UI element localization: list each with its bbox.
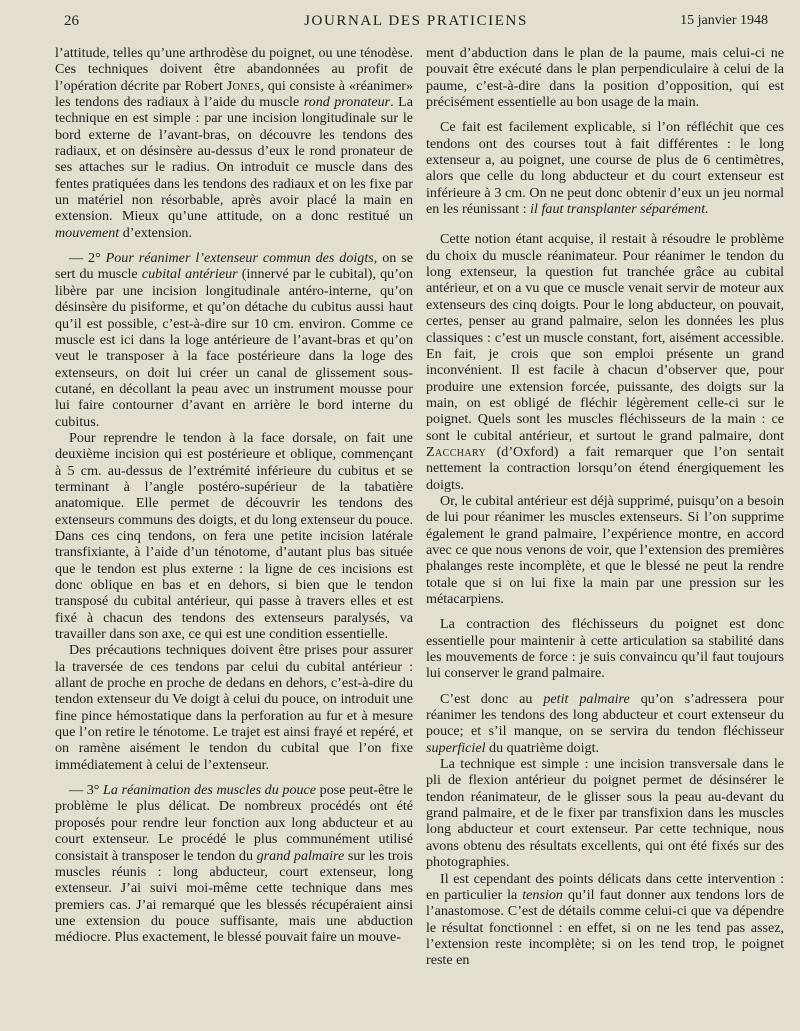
emphasized-word: tension (522, 886, 563, 903)
right-column (426, 45, 784, 969)
paragraph: l’attitude, telles qu’une arthrodèse du poignet, ou une ténodèse. Ces techniques doivent être abandonnées au profit de l’opération décrite par Robert Jones, qui consiste à «réanimer» les tendons des radiaux à l’aide du muscle rond pronateur. La technique en est simple : par une incision longitudinale sur le bord externe de l’avant-bras, on découvre les tendons des radiaux, et on désinsère au-dessus d’eux le rond pronateur de ses attaches sur le radius. On introduit ce muscle dans des fentes pratiquées dans les tendons des radiaux et on les fixe par un matériel non résorbable, après avoir placé la main en extension. Mieux qu’une attitude, on a donc restitué un mouvement d’extension. (55, 45, 413, 241)
muscle-name: rond pronateur (303, 94, 391, 111)
section-title: La réanimation des muscles du pouce (103, 782, 317, 799)
left-column (55, 45, 413, 946)
paragraph: Pour reprendre le tendon à la face dorsale, on fait une deuxième incision qui est postérieure et oblique, commençant à 5 cm. au-dessus de l’extrémité inférieure du cubitus et se terminant à l’angle postéro-supérieur de la tabatière anatomique. Elle permet de découvrir les tendons des extenseurs communs des doigts, et du long extenseur du pouce. Dans ces cinq tendons, on fera une petite incision latérale transfixiante, à l’aide d’un ténotome, d’autant plus bas située que le tendon est plus externe : la ligne de ces incisions est donc oblique en bas et en dehors, si bien que le tendon transposé du cubital antérieur, qui passe à travers elles et est fixé à chacun des tendons des extenseurs paralysés, va travailler dans son axe, ce qui est une condition essentielle. (55, 429, 413, 643)
page-number: 26 (64, 13, 79, 29)
paragraph: Or, le cubital antérieur est déjà supprimé, puisqu’on a besoin de lui pour réanimer les muscles extenseurs. Si l’on supprime également le grand palmaire, l’expérience montre, en accord avec ce que nous venons de voir, que l’extension des premières phalanges reste incomplète, et que le blessé ne peut la rendre totale que si on lui fixe la main par une pression sur les métacarpiens. (426, 492, 784, 607)
paragraph: Ce fait est facilement explicable, si l’on réfléchit que ces tendons ont des courses tout à fait différentes : le long extenseur a, au poignet, une course de plus de 6 centimètres, alors que celle du long abducteur et du court extenseur est inférieure à 3 cm. On ne peut donc obtenir d’eux un jeu normal en les réunissant : il faut transplanter séparément. (426, 119, 784, 218)
section-3-paragraph: — 3° La réanimation des muscles du pouce pose peut-être le problème le plus délicat. De nombreux procédés ont été proposés pour rendre leur fonction aux long abducteur et au court extenseur. Le procédé le plus communément utilisé consistait à transposer le tendon du grand palmaire sur les trois muscles réunis : long abducteur, court extenseur, long extenseur. J’ai suivi moi-même cette technique dans mes premiers cas. J’ai remarqué que les blessés récupéraient ainsi une extension du pouce suffisante, mais une abduction médiocre. Plus exactement, le blessé pouvait faire un mouve- (55, 782, 414, 946)
paragraph: ment d’abduction dans le plan de la paume, mais celui-ci ne pouvait être exécuté dans le plan perpendiculaire à celui de la paume, c’est-à-dire dans la position d’opposition, qui est précisément essentielle au bon usage de la main. (426, 45, 784, 111)
author-name: Zacchary (426, 443, 487, 460)
paragraph: Cette notion étant acquise, il restait à résoudre le problème du choix du muscle réanimateur. Pour réanimer le tendon du long extenseur, la question fut tranchée grâce au cubital antérieur, et on a vu que ce muscle venait servir de moteur aux extenseurs des cinq doigts. Pour le long abducteur, on pouvait, certes, penser au grand palmaire, selon les données les plus classiques : c’est un muscle constant, fort, aisément accessible. En fait, je crois que son emploi présente un grand inconvénient. Il est facile à chacun d’observer que, pour produire une extension forcée, puissante, des doigts sur la main, on est obligé de fléchir légèrement celle-ci sur le poignet. Quels sont les muscles fléchisseurs de la main : ce sont le cubital antérieur, et surtout le grand palmaire, dont Zacchary (d’Oxford) a fait remarquer que l’on sentait nettement la contraction lorsqu’on étend énergiquement les doigts. (426, 231, 784, 493)
author-name: Jones (226, 77, 261, 94)
paragraph: La contraction des fléchisseurs du poignet est donc essentielle pour maintenir à cette articulation sa stabilité dans les mouvements de force : je suis convaincu qu’il faut toujours lui conserver le grand palmaire. (426, 616, 784, 682)
conclusion-text: il faut transplanter séparément. (530, 201, 709, 218)
page-header (64, 13, 768, 35)
issue-date: 15 janvier 1948 (680, 13, 768, 28)
muscle-name: grand palmaire (256, 847, 345, 864)
section-title: Pour réanimer l’extenseur commun des doigts, (105, 250, 378, 267)
journal-title: JOURNAL DES PRATICIENS (304, 13, 528, 29)
section-2-paragraph: — 2° Pour réanimer l’extenseur commun des doigts, on se sert du muscle cubital antérieur (innervé par le cubital), qu’on libère par une incision longitudinale antéro-interne, qu’on désinsère du pisiforme, et qu’on détache du cubitus aussi haut qu’il est possible, c’est-à-dire sur 10 cm. environ. Comme ce muscle est ici dans la loge antérieure de l’avant-bras et qu’on veut le transposer à la face postérieure dans la loge des extenseurs, on doit lui créer un canal de glissement sous-cutané, en décollant la peau avec un instrument mousse pour lui faire contourner d’avant en arrière le bord interne du cubitus. (55, 250, 414, 430)
muscle-name: cubital antérieur (141, 266, 238, 283)
muscle-name: petit palmaire (543, 690, 630, 707)
muscle-name: superficiel (426, 739, 486, 756)
paragraph: Des précautions techniques doivent être prises pour assurer la traversée de ces tendons par celui du cubital antérieur : allant de proche en proche de dedans en dehors, c’est-à-dire du tendon extenseur du Ve doigt à celui du pouce, on introduit une fine pince hémostatique dans la perforation au fur et à mesure que l’on retire le ténotome. Le trajet est ainsi frayé et repéré, et on ramène aisément le tendon du cubital que l’on fixe immédiatement à celui de l’extenseur. (55, 642, 413, 773)
paragraph: Il est cependant des points délicats dans cette intervention : en particulier la tension qu’il faut donner aux tendons lors de l’anastomose. C’est de détails comme celui-ci que va dépendre le résultat fonctionnel : en effet, si on ne les tend pas assez, l’extension reste incomplète; si on les tend trop, le poignet reste en (426, 870, 784, 969)
paragraph: La technique est simple : une incision transversale dans le pli de flexion antérieur du poignet permet de désinsérer le tendon réanimateur, de le glisser sous la peau au-devant du grand palmaire, et de le fixer par transfixion dans les muscles long abducteur et court extenseur. Par cette technique, nous avons obtenu des résultats excellents, qui ont été fixés sur des photographies. (426, 756, 784, 871)
paragraph: C’est donc au petit palmaire qu’on s’adressera pour réanimer les tendons des long abducteur et court extenseur du pouce; et s’il manque, on se servira du tendon fléchisseur superficiel du quatrième doigt. (426, 690, 784, 756)
